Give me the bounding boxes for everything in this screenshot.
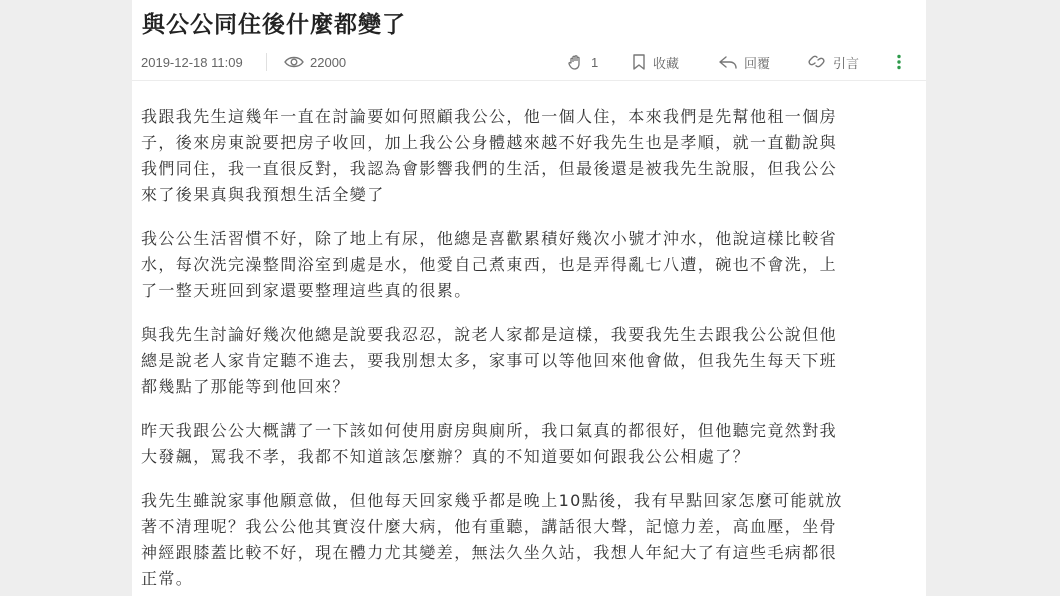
collect-label: 收藏 [653, 55, 680, 71]
reply-arrow-icon [718, 54, 738, 70]
eye-icon [284, 55, 304, 69]
post-meta-bar [132, 44, 926, 81]
post-paragraph: 我公公生活習慣不好，除了地上有尿，他總是喜歡累積好幾次小號才沖水，他說這樣比較省 水，每次洗完澡整間浴室到處是水，他愛自己煮東西，也是弄得亂七八遭，碗也不會洗，上 了一整天班回到家還要整理這些真的很累。 [141, 229, 838, 300]
view-count-text: 22000 [310, 54, 347, 70]
meta-divider [266, 53, 267, 71]
more-options-button[interactable] [896, 44, 902, 80]
like-button[interactable] [567, 44, 598, 80]
link-quote-icon [807, 53, 827, 71]
post-body [141, 104, 913, 596]
post-date-text: 2019-12-18 11:09 [141, 54, 243, 70]
post-paragraph: 昨天我跟公公大概講了一下該如何使用廚房與廁所，我口氣真的都很好，但他聽完竟然對我 大發飆，罵我不孝，我都不知道該怎麼辦？真的不知道要如何跟我公公相處了？ [141, 421, 838, 466]
view-count [284, 44, 346, 80]
reply-label: 回覆 [744, 55, 771, 71]
quote-button[interactable] [807, 44, 859, 80]
clap-hand-icon [567, 53, 585, 71]
post-card [132, 0, 926, 596]
reply-button[interactable] [718, 44, 770, 80]
post-title: 與公公同住後什麼都變了 [142, 12, 406, 38]
post-paragraph: 與我先生討論好幾次他總是說要我忍忍，說老人家都是這樣，我要我先生去跟我公公說但他 總是說老人家肯定聽不進去，要我別想太多，家事可以等他回來他會做，但我先生每天下班 都幾點了那能等到他回來？ [141, 325, 838, 396]
post-paragraph: 我跟我先生這幾年一直在討論要如何照顧我公公，他一個人住，本來我們是先幫他租一個房 子，後來房東說要把房子收回，加上我公公身體越來越不好我先生也是孝順，就一直勸說與 我們同住，我一直很反對，我認為會影響我們的生活，但最後還是被我先生說服，但我公公 來了後果真與我預想生活全變了 [141, 107, 838, 204]
like-count: 1 [591, 54, 599, 70]
more-vertical-icon [896, 53, 902, 71]
bookmark-icon [631, 53, 647, 71]
post-date [141, 44, 243, 80]
collect-button[interactable] [631, 44, 679, 80]
post-paragraph: 我先生雖說家事他願意做，但他每天回家幾乎都是晚上10點後，我有早點回家怎麼可能就放 著不清理呢？我公公他其實沒什麼大病，他有重聽，講話很大聲，記憶力差，高血壓，坐骨 神經跟膝蓋比較不好，現在體力尤其變差，無法久坐久站，我想人年紀大了有這些毛病都很 正常。 [141, 491, 843, 588]
quote-label: 引言 [833, 55, 860, 71]
